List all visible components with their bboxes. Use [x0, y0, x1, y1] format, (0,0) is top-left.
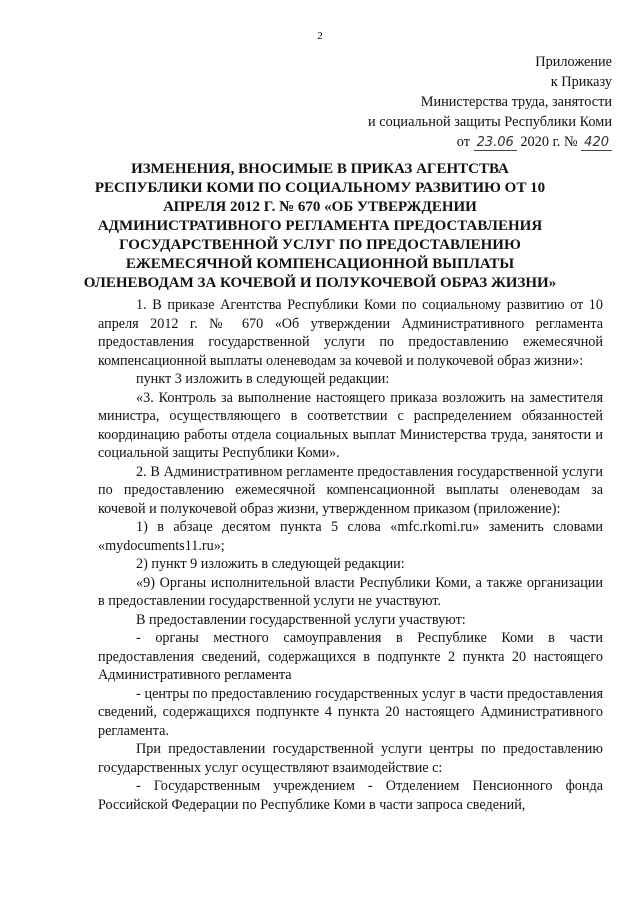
- appendix-order-ref: к Приказу: [550, 74, 612, 90]
- paragraph-7: «9) Органы исполнительной власти Республики Коми, а также организации в предоставлении государственной услуги не участвуют.: [98, 574, 603, 609]
- appendix-ministry-cont: и социальной защиты Республики Коми: [368, 114, 612, 130]
- paragraph-8: В предоставлении государственной услуги участвуют:: [136, 611, 466, 628]
- appendix-header: [368, 52, 612, 152]
- date-suffix: 2020 г. №: [520, 134, 578, 150]
- paragraph-11: При предоставлении государственной услуги центры по предоставлению государственных услуг осуществляют взаимодействие с:: [98, 741, 603, 776]
- paragraph-1: 1. В приказе Агентства Республики Коми по социальному развитию от 10 апреля 2012 г. № 670 «Об утверждении Административного регламента предоставления государственной услуги по предоставлению ежемесячной компенсационной выплаты оленеводам за кочевой и полукочевой образ жизни»:: [98, 297, 603, 369]
- paragraph-9: - органы местного самоуправления в Республике Коми в части предоставления сведений, содержащихся в подпункте 2 пункта 20 настоящего Административного регламента: [98, 630, 603, 683]
- handwritten-order-number: 420: [581, 135, 612, 151]
- document-body: [98, 296, 603, 814]
- document-title: ИЗМЕНЕНИЯ, ВНОСИМЫЕ В ПРИКАЗ АГЕНТСТВА РЕСПУБЛИКИ КОМИ ПО СОЦИАЛЬНОМУ РАЗВИТИЮ ОТ 10 АПРЕЛЯ 2012 Г. № 670 «ОБ УТВЕРЖДЕНИИ АДМИНИСТРАТИВНОГО РЕГЛАМЕНТА ПРЕДОСТАВЛЕНИЯ ГОСУДАРСТВЕННОЙ УСЛУГ ПО ПРЕДОСТАВЛЕНИЮ ЕЖЕМЕСЯЧНОЙ КОМПЕНСАЦИОННОЙ ВЫПЛАТЫ ОЛЕНЕВОДАМ ЗА КОЧЕВОЙ И ПОЛУКОЧЕВОЙ ОБРАЗ ЖИЗНИ»: [83, 161, 557, 291]
- paragraph-6: 2) пункт 9 изложить в следующей редакции:: [136, 556, 405, 572]
- appendix-label: Приложение: [535, 54, 612, 70]
- paragraph-4: 2. В Административном регламенте предоставления государственной услуги по предоставлению ежемесячной компенсационной выплаты оленеводам за кочевой и полукочевой образ жизни, утвержденном приказом (приложение):: [98, 463, 603, 517]
- page-number: 2: [317, 30, 323, 42]
- paragraph-2: пункт 3 изложить в следующей редакции:: [136, 371, 390, 387]
- paragraph-12: - Государственным учреждением - Отделением Пенсионного фонда Российской Федерации по Республике Коми в части запроса сведений,: [98, 778, 603, 813]
- appendix-date-line: [368, 132, 612, 152]
- paragraph-3: «3. Контроль за выполнение настоящего приказа возложить на заместителя министра, осуществляющего в соответствии с распределением обязанностей координацию работы отдела социальных выплат Министерства труда, занятости и социальной защиты Республики Коми».: [98, 389, 603, 461]
- paragraph-10: - центры по предоставлению государственных услуг в части предоставления сведений, содержащихся подпункте 4 пункта 20 настоящего Административного регламента.: [98, 685, 603, 739]
- appendix-ministry: Министерства труда, занятости: [420, 94, 612, 110]
- date-prefix: от: [456, 134, 470, 150]
- handwritten-date: 23.06: [474, 135, 517, 151]
- paragraph-5: 1) в абзаце десятом пункта 5 слова «mfc.rkomi.ru» заменить словами «mydocuments11.ru»;: [98, 519, 603, 554]
